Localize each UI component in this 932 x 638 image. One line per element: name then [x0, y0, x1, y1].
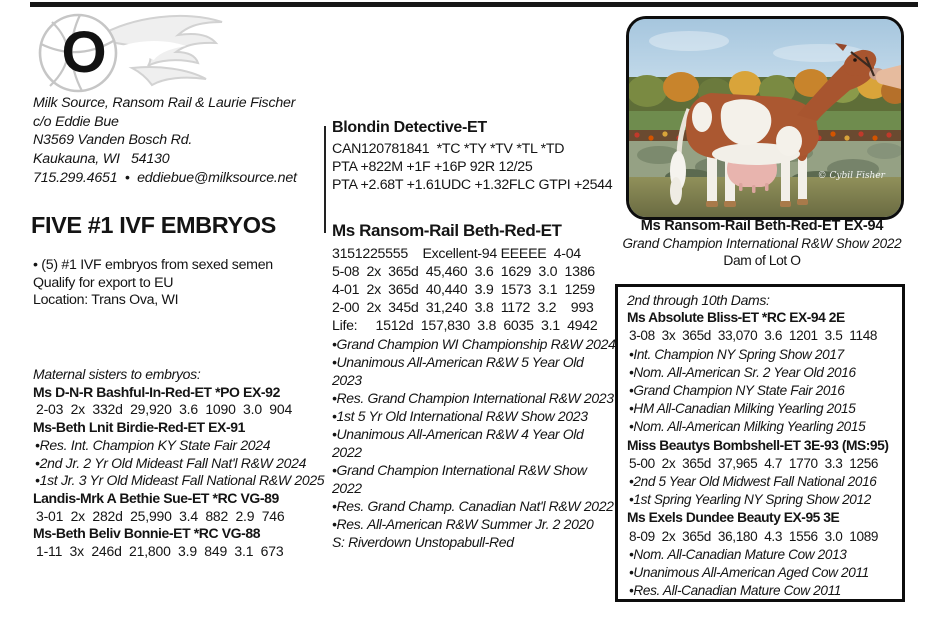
maternal-sisters-header: Maternal sisters to embryos: — [33, 366, 201, 382]
sister-award: •2nd Jr. 2 Yr Old Mideast Fall Nat'l R&W 2024 — [35, 454, 307, 471]
dam2nd-award: •Nom. All-American Sr. 2 Year Old 2016 — [629, 364, 856, 380]
sister-record: 2-03 2x 332d 29,920 3.6 1090 3.0 904 — [36, 401, 293, 418]
consignor-line: Kaukauna, WI 54130 — [33, 151, 170, 168]
dam2nd-record: 3-08 3x 365d 33,070 3.6 1201 3.5 1148 — [629, 328, 878, 344]
dam4th-award: •Nom. All-Canadian Mature Cow 2013 — [629, 546, 847, 562]
sister-record: 3-01 2x 282d 25,990 3.4 882 2.9 746 — [36, 507, 285, 524]
sire-name: Blondin Detective-ET — [332, 119, 487, 136]
sister-award: •Res. Int. Champion KY State Fair 2024 — [35, 436, 271, 453]
dam2nd-award: •Nom. All-American Milking Yearling 2015 — [629, 419, 866, 435]
consignor-block — [33, 94, 297, 188]
dam2nd-award: •Int. Champion NY Spring Show 2017 — [629, 346, 844, 362]
dam-block — [332, 221, 616, 551]
lot-details — [33, 257, 273, 310]
dam-award: •Res. Grand Champion International R&W 2023 — [332, 390, 614, 406]
top-rule — [30, 2, 918, 7]
sire-pta-line: PTA +2.68T +1.61UDC +1.32FLC GTPI +2544 — [332, 177, 613, 193]
dam-record: 2-00 2x 345d 31,240 3.8 1172 3.2 993 — [332, 300, 594, 316]
dam-award: •Grand Champion International R&W Show 2022 — [332, 462, 587, 496]
dam4th-award: •Res. All-Canadian Mature Cow 2011 — [629, 583, 841, 599]
consignor-contact-line: 715.299.4651 • eddiebue@milksource.net — [33, 169, 297, 186]
consignor-line: c/o Eddie Bue — [33, 113, 119, 130]
lot-detail-line: Qualify for export to EU — [33, 274, 174, 291]
dam-award: •Unanimous All-American R&W 5 Year Old 2023 — [332, 354, 584, 388]
dam-record: 4-01 2x 365d 40,440 3.9 1573 3.1 1259 — [332, 282, 595, 298]
basketball-flame-logo — [36, 8, 241, 100]
lot-detail-line: • (5) #1 IVF embryos from sexed semen — [33, 257, 273, 273]
photo-caption — [608, 218, 916, 268]
dam3rd-record: 5-00 2x 365d 37,965 4.7 1770 3.3 1256 — [629, 455, 879, 471]
cow-photo-illustration — [629, 19, 901, 217]
dam4th-record: 8-09 2x 365d 36,180 4.3 1556 3.0 1089 — [629, 528, 879, 544]
dam2nd-award: •HM All-Canadian Milking Yearling 2015 — [629, 401, 856, 417]
dam-award: •Grand Champion WI Championship R&W 2024 — [332, 336, 616, 352]
dams-box — [615, 284, 905, 602]
sister-name: Ms-Beth Lnit Birdie-Red-ET EX-91 — [33, 419, 245, 436]
sire-block — [332, 119, 616, 194]
dam-award: •Res. Grand Champ. Canadian Nat'l R&W 2022 — [332, 498, 614, 514]
lot-detail-line: Location: Trans Ova, WI — [33, 292, 179, 309]
maternal-sisters-block — [33, 366, 333, 561]
dam-award: •1st 5 Yr Old International R&W Show 2023 — [332, 408, 588, 424]
caption-cow-name: Ms Ransom-Rail Beth-Red-ET EX-94 — [640, 218, 884, 234]
caption-award: Grand Champion International R&W Show 2022 — [622, 236, 902, 251]
dam-id-line: 3151225555 Excellent-94 EEEEE 4-04 — [332, 246, 581, 262]
cow-photo — [626, 16, 904, 220]
sister-name: Ms-Beth Beliv Bonnie-ET *RC VG-88 — [33, 525, 261, 542]
dam4th-name: Ms Exels Dundee Beauty EX-95 3E — [627, 510, 840, 526]
sire-id-line: CAN120781841 *TC *TY *TV *TL *TD — [332, 141, 565, 157]
pedigree-rule — [324, 126, 326, 233]
lot-title: FIVE #1 IVF EMBRYOS — [31, 212, 276, 238]
dam4th-award: •Unanimous All-American Aged Cow 2011 — [629, 565, 869, 581]
caption-relation: Dam of Lot O — [723, 253, 801, 268]
dam-award: •Unanimous All-American R&W 4 Year Old 2022 — [332, 426, 584, 460]
lot-letter: O — [61, 20, 107, 85]
dam3rd-award: •1st Spring Yearling NY Spring Show 2012 — [629, 492, 871, 508]
sire-pta-line: PTA +822M +1F +16P 92R 12/25 — [332, 159, 533, 175]
dam2nd-name: Ms Absolute Bliss-ET *RC EX-94 2E — [627, 310, 845, 326]
dam-record: Life: 1512d 157,830 3.8 6035 3.1 4942 — [332, 318, 598, 334]
dam3rd-name: Miss Beautys Bombshell-ET 3E-93 (MS:95) — [627, 437, 889, 453]
dams-box-header: 2nd through 10th Dams: — [627, 292, 770, 308]
sister-name: Landis-Mrk A Bethie Sue-ET *RC VG-89 — [33, 489, 279, 506]
consignor-line: N3569 Vanden Bosch Rd. — [33, 132, 193, 149]
dam2nd-award: •Grand Champion NY State Fair 2016 — [629, 383, 845, 399]
dam-award: •Res. All-American R&W Summer Jr. 2 2020 — [332, 516, 594, 532]
dam-record: 5-08 2x 365d 45,460 3.6 1629 3.0 1386 — [332, 264, 595, 280]
consignor-line: Milk Source, Ransom Rail & Laurie Fischer — [33, 95, 296, 111]
sister-name: Ms D-N-R Bashful-In-Red-ET *PO EX-92 — [33, 383, 280, 400]
sister-award: •1st Jr. 3 Yr Old Mideast Fall National R&W 2025 — [35, 472, 325, 489]
dam3rd-award: •2nd 5 Year Old Midwest Fall National 2016 — [629, 474, 877, 490]
dam-name: Ms Ransom-Rail Beth-Red-ET — [332, 221, 562, 240]
photographer-watermark: © Cybil Fisher — [817, 171, 885, 181]
sister-record: 1-11 3x 246d 21,800 3.9 849 3.1 673 — [36, 543, 284, 560]
dam-sire-line: S: Riverdown Unstopabull-Red — [332, 534, 514, 550]
